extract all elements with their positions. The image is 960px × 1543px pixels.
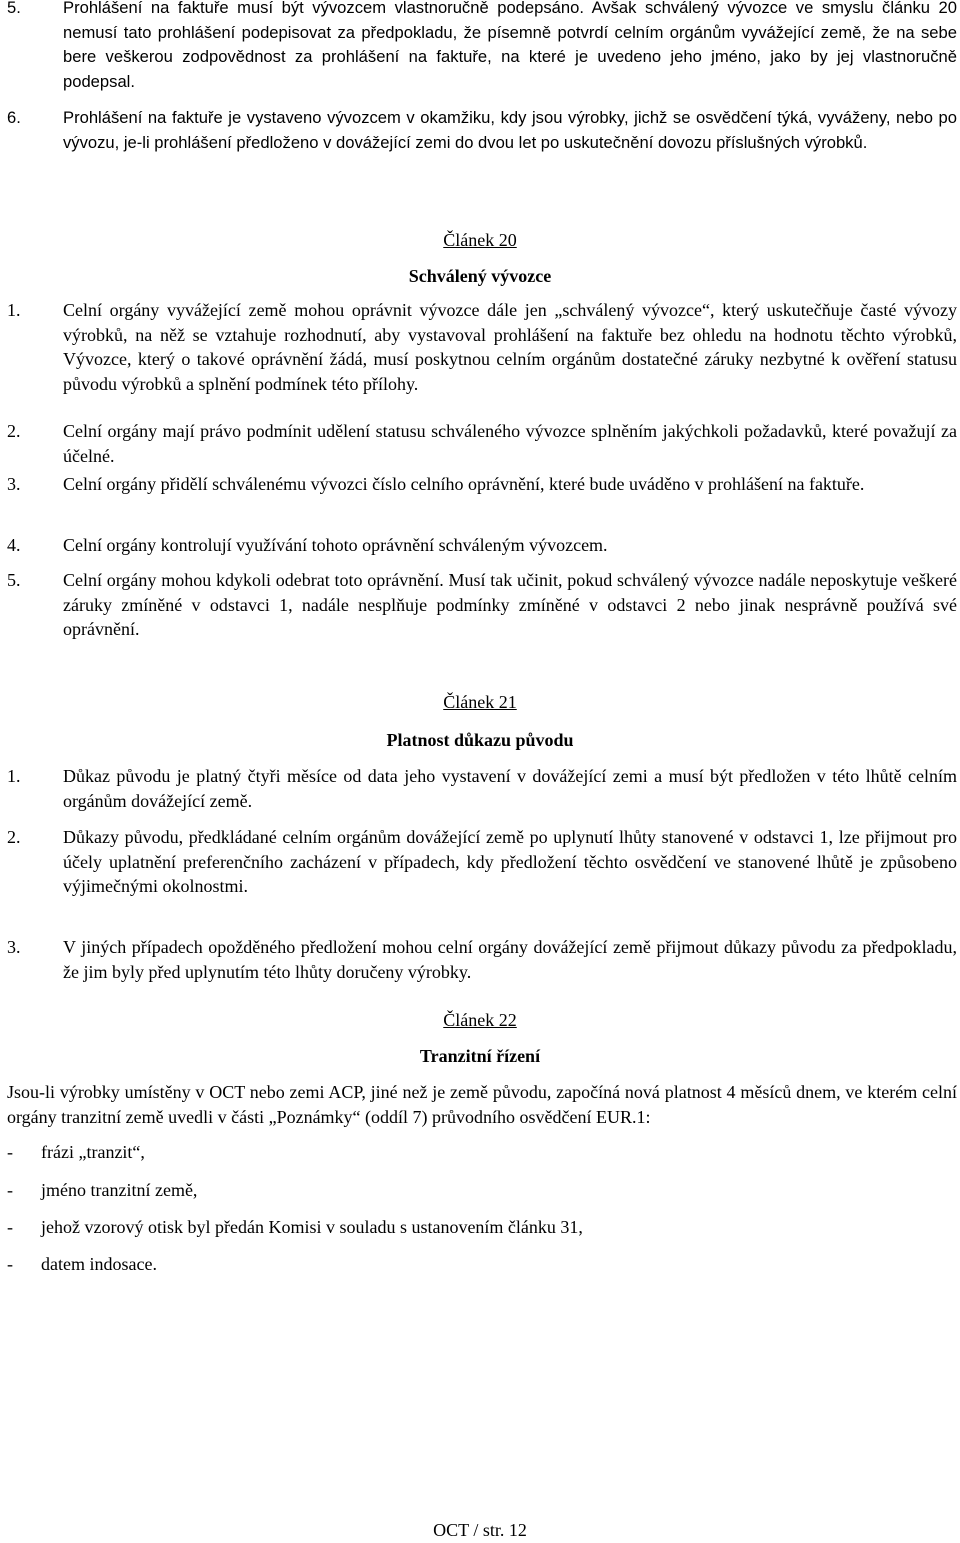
article-20-label: Článek 20 — [443, 230, 517, 250]
dash-bullet: - — [7, 1142, 13, 1162]
list-item-text: jehož vzorový otisk byl předán Komisi v souladu s ustanovením článku 31, — [41, 1217, 583, 1237]
article-21-label: Článek 21 — [443, 692, 517, 712]
paragraph-number: 4. — [7, 535, 21, 555]
paragraph-number: 5. — [7, 570, 21, 590]
paragraph-text: V jiných případech opožděného předložení mohou celní orgány dovážející země přijmout důkazy původu za předpokladu, že jim byly před uplynutím této lhůty doručeny výrobky. — [63, 937, 957, 982]
paragraph-number: 3. — [7, 937, 21, 957]
paragraph-text: Prohlášení na faktuře musí být vývozcem vlastnoručně podepsáno. Avšak schválený vývozce ve smyslu článku 20 nemusí tato prohlášení podepisovat za předpokladu, že písemně potvrdí celním orgánům vyvážející země, že na sebe bere veškerou zodpovědnost za prohlášení na faktuře, na které je uvedeno jeho jméno, jako by jej vlastnoručně podepsal. — [63, 0, 957, 91]
dash-bullet: - — [7, 1180, 13, 1200]
list-item-text: frázi „tranzit“, — [41, 1142, 145, 1162]
paragraph-number: 2. — [7, 421, 21, 441]
paragraph-number: 1. — [7, 766, 21, 786]
article-21-para-1 — [7, 764, 957, 813]
paragraph-text: Celní orgány mají právo podmínit udělení statusu schváleného vývozce splněním jakýchkoli požadavků, které považují za účelné. — [63, 421, 957, 466]
article-20-para-1 — [7, 298, 957, 396]
article-20-para-2 — [7, 419, 957, 468]
dash-bullet: - — [7, 1217, 13, 1237]
list-item-text: jméno tranzitní země, — [41, 1180, 198, 1200]
article-22-intro: Jsou-li výrobky umístěny v OCT nebo zemi ACP, jiné než je země původu, započíná nová platnost 4 měsíců dnem, ve kterém celní orgány tranzitní země uvedli v části „Poznámky“ (oddíl 7) průvodního osvědčení EUR.1: — [7, 1082, 957, 1127]
paragraph-text: Celní orgány kontrolují využívání tohoto oprávnění schváleným vývozcem. — [63, 535, 608, 555]
list-item-text: datem indosace. — [41, 1254, 157, 1274]
page-footer: OCT / str. 12 — [433, 1520, 527, 1540]
paragraph-number: 3. — [7, 474, 21, 494]
article-20-para-4 — [7, 533, 957, 558]
dash-bullet: - — [7, 1254, 13, 1274]
article-20-para-3 — [7, 472, 957, 497]
article-20-heading: Schválený vývozce — [408, 266, 552, 286]
paragraph-6-top — [7, 106, 957, 155]
article-22-label: Článek 22 — [443, 1010, 517, 1030]
list-item — [7, 1140, 145, 1165]
paragraph-number: 5. — [7, 0, 21, 17]
paragraph-number: 2. — [7, 827, 21, 847]
paragraph-number: 1. — [7, 300, 21, 320]
list-item — [7, 1252, 157, 1277]
paragraph-text: Prohlášení na faktuře je vystaveno vývozcem v okamžiku, kdy jsou výrobky, jichž se osvědčení týká, vyváženy, nebo po vývozu, je-li prohlášení předloženo v dovážející zemi do dvou let po uskutečnění dovozu příslušných výrobků. — [63, 108, 957, 152]
paragraph-text: Důkaz původu je platný čtyři měsíce od data jeho vystavení v dovážející zemi a musí být předložen v této lhůtě celním orgánům dovážející země. — [63, 766, 957, 811]
article-21-para-3 — [7, 935, 957, 984]
article-21-para-2 — [7, 825, 957, 899]
paragraph-number: 6. — [7, 108, 21, 127]
article-20-para-5 — [7, 568, 957, 642]
paragraph-text: Celní orgány přidělí schválenému vývozci číslo celního oprávnění, které bude uváděno v prohlášení na faktuře. — [63, 474, 865, 494]
paragraph-text: Celní orgány vyvážející země mohou oprávnit vývozce dále jen „schválený vývozce“, který uskutečňuje časté vývozy výrobků, na něž se vztahuje rozhodnutí, aby vystavoval prohlášení na faktuře bez ohledu na hodnotu těchto výrobků, Vývozce, který o takové oprávnění žádá, musí poskytnou celním orgánům dostatečné záruky nezbytné k ověření statusu původu výrobků a splnění podmínek této přílohy. — [63, 300, 957, 394]
paragraph-5-top — [7, 0, 957, 94]
article-21-heading: Platnost důkazu původu — [386, 730, 574, 750]
list-item — [7, 1178, 197, 1203]
paragraph-text: Důkazy původu, předkládané celním orgánům dovážející země po uplynutí lhůty stanovené v odstavci 1, lze přijmout pro účely uplatnění preferenčního zacházení v případech, kdy předložení těchto osvědčení ve stanovené lhůtě je způsobeno výjimečnými okolnostmi. — [63, 827, 957, 896]
paragraph-text: Celní orgány mohou kdykoli odebrat toto oprávnění. Musí tak učinit, pokud schválený vývozce nadále neposkytuje veškeré záruky zmíněné v odstavci 1, nadále nesplňuje podmínky zmíněné v odstavci 2 nebo jinak nesprávně používá své oprávnění. — [63, 570, 957, 639]
list-item — [7, 1215, 583, 1240]
article-22-heading: Tranzitní řízení — [419, 1046, 541, 1066]
